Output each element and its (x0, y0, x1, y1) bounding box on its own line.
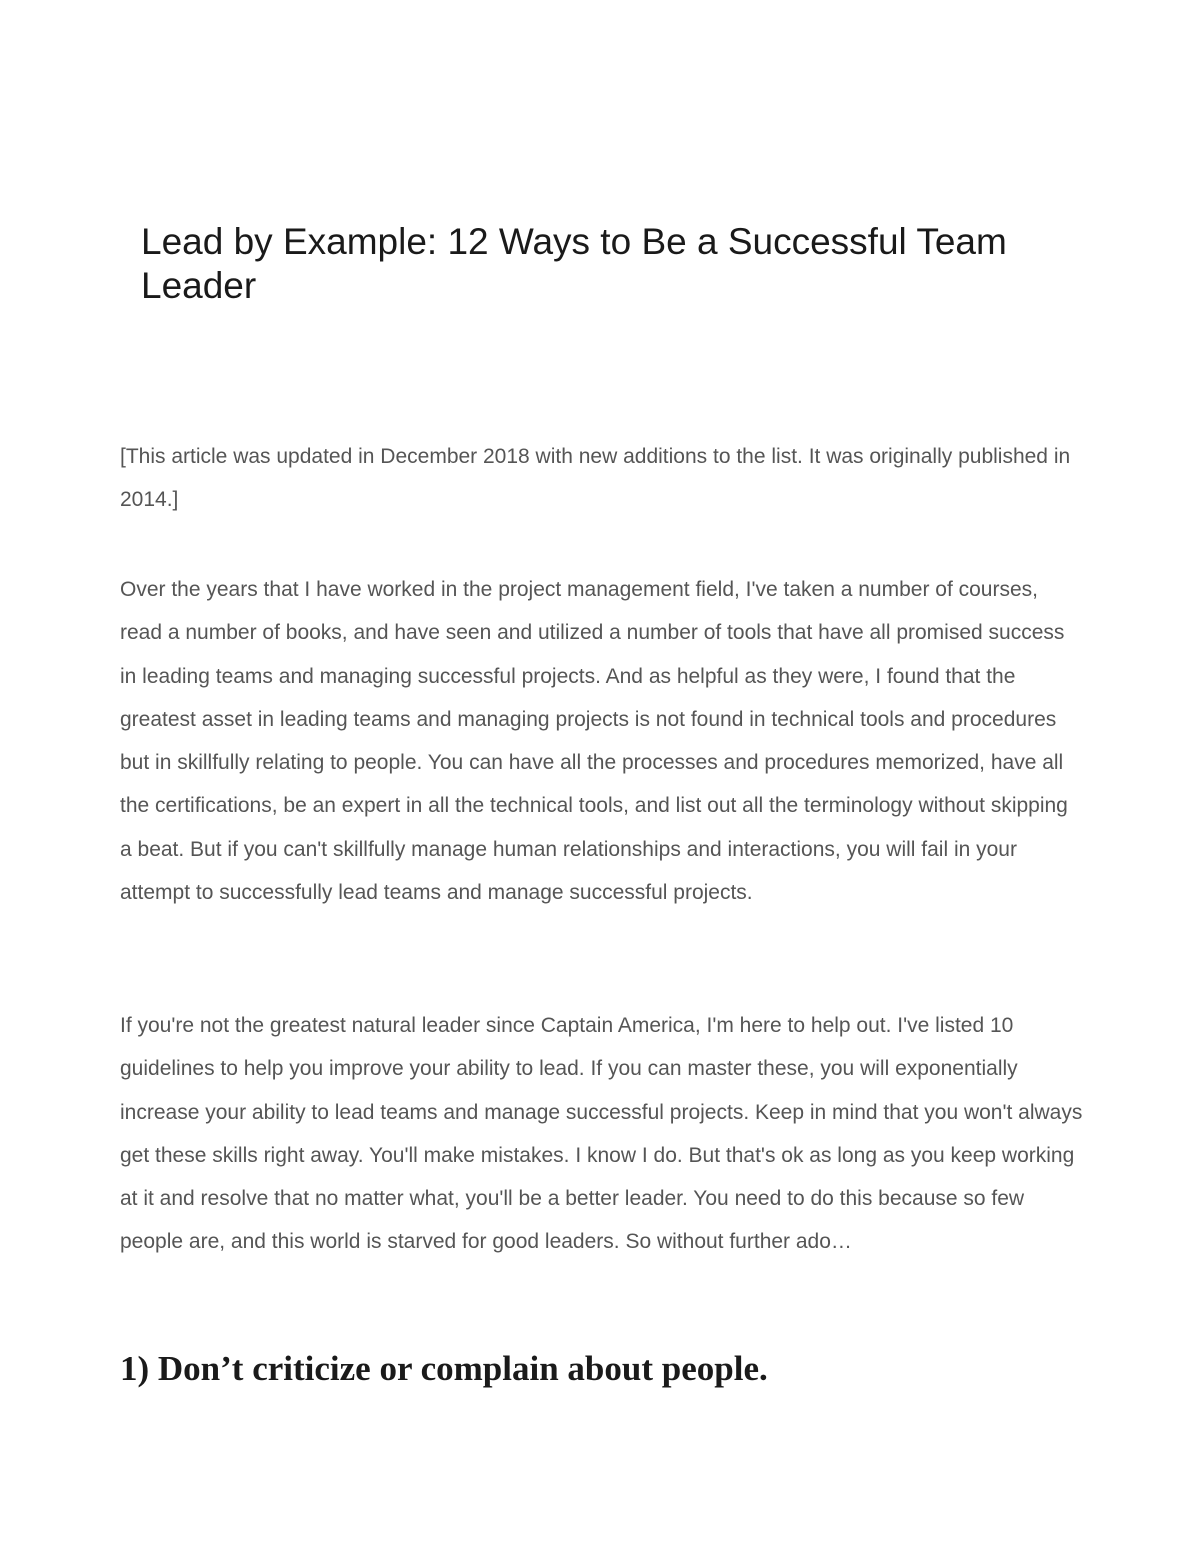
guidelines-paragraph: If you're not the greatest natural leader since Captain America, I'm here to help out. I've listed 10 guidelines to help you improve your ability to lead. If you can master these, you will exponentially increase your ability to lead teams and manage successful projects. Keep in mind that you won't always get these skills right away. You'll make mistakes. I know I do. But that's ok as long as you keep working at it and resolve that no matter what, you'll be a better leader. You need to do this because so few people are, and this world is starved for good leaders. So without further ado… (120, 1014, 1083, 1254)
update-note: [This article was updated in December 2018 with new additions to the list. It was originally published in 2014.] (120, 445, 1071, 512)
article-title: Lead by Example: 12 Ways to Be a Successful Team Leader (141, 221, 1007, 306)
section-heading-1: 1) Don’t criticize or complain about people. (120, 1349, 768, 1388)
intro-paragraph: Over the years that I have worked in the project management field, I've taken a number of courses, read a number of books, and have seen and utilized a number of tools that have all promised success in leading teams and managing successful projects. And as helpful as they were, I found that the greatest asset in leading teams and managing projects is not found in technical tools and procedures but in skillfully relating to people. You can have all the processes and procedures memorized, have all the certifications, be an expert in all the technical tools, and list out all the terminology without skipping a beat. But if you can't skillfully manage human relationships and interactions, you will fail in your attempt to successfully lead teams and manage successful projects. (120, 578, 1068, 905)
